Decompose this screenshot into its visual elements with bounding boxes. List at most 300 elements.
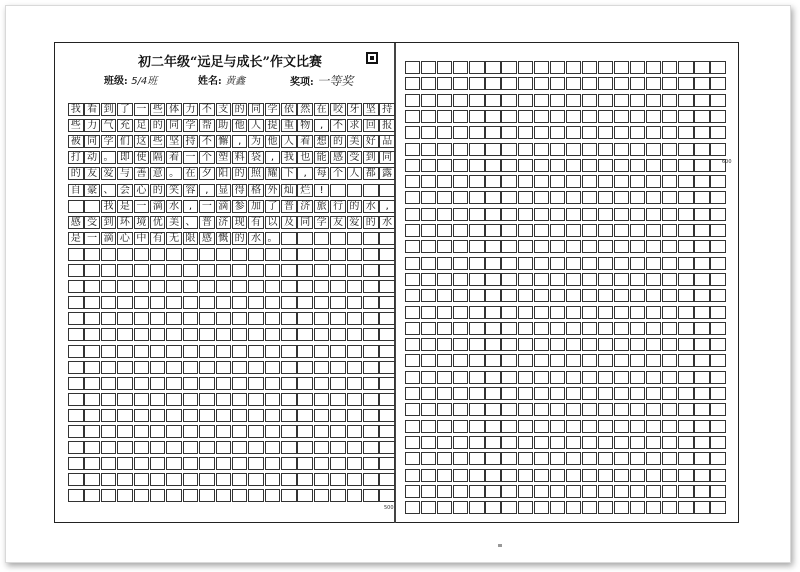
grid-cell <box>662 208 677 221</box>
grid-cell <box>297 473 313 486</box>
grid-cell: 帮 <box>199 119 215 132</box>
grid-cell <box>297 280 313 293</box>
grid-cell <box>501 452 516 465</box>
grid-cell <box>485 371 500 384</box>
grid-cell <box>694 436 709 449</box>
grid-cell <box>518 110 533 123</box>
grid-cell <box>216 425 232 438</box>
grid-cell <box>405 240 420 253</box>
grid-cell <box>646 110 661 123</box>
grid-cell <box>550 501 565 514</box>
grid-cell <box>534 159 549 172</box>
grid-cell <box>453 420 468 433</box>
grid-cell <box>614 77 629 90</box>
grid-cell <box>662 469 677 482</box>
grid-cell <box>421 403 436 416</box>
grid-row <box>405 191 727 204</box>
grid-cell <box>469 77 484 90</box>
grid-cell: 豪 <box>84 184 100 197</box>
grid-cell <box>710 306 725 319</box>
grid-cell <box>518 403 533 416</box>
grid-cell <box>662 94 677 107</box>
grid-row <box>68 184 396 197</box>
grid-cell <box>437 273 452 286</box>
grid-cell <box>150 489 166 502</box>
grid-cell <box>183 328 199 341</box>
grid-cell <box>421 469 436 482</box>
grid-cell <box>437 289 452 302</box>
grid-cell: 水 <box>363 200 379 213</box>
grid-cell <box>117 441 133 454</box>
grid-cell <box>421 126 436 139</box>
grid-cell: 都 <box>363 167 379 180</box>
grid-cell <box>265 393 281 406</box>
grid-cell <box>437 436 452 449</box>
grid-cell <box>405 354 420 367</box>
grid-cell <box>68 328 84 341</box>
grid-cell: 的 <box>232 232 248 245</box>
grid-cell: 无 <box>166 232 182 245</box>
grid-cell <box>518 387 533 400</box>
grid-cell <box>281 457 297 470</box>
grid-cell <box>347 457 363 470</box>
grid-cell <box>330 264 346 277</box>
grid-cell: 意 <box>150 167 166 180</box>
grid-cell <box>630 436 645 449</box>
grid-cell <box>379 280 395 293</box>
grid-cell: 的 <box>232 167 248 180</box>
grid-cell <box>248 425 264 438</box>
grid-cell <box>379 312 395 325</box>
grid-cell <box>550 322 565 335</box>
grid-cell <box>614 501 629 514</box>
grid-cell <box>453 240 468 253</box>
grid-cell <box>518 208 533 221</box>
grid-cell <box>646 61 661 74</box>
grid-cell: 感 <box>68 216 84 229</box>
grid-cell: 的 <box>347 200 363 213</box>
grid-cell <box>166 377 182 390</box>
grid-cell <box>646 338 661 351</box>
grid-cell: 支 <box>216 103 232 116</box>
grid-cell <box>678 420 693 433</box>
grid-row <box>68 361 396 374</box>
grid-cell <box>330 312 346 325</box>
grid-cell <box>469 94 484 107</box>
grid-cell <box>150 312 166 325</box>
grid-cell: 受 <box>347 151 363 164</box>
grid-row <box>68 377 396 390</box>
grid-cell <box>614 94 629 107</box>
grid-row <box>405 371 727 384</box>
grid-cell <box>379 345 395 358</box>
grid-cell: 滴 <box>101 232 117 245</box>
grid-cell <box>453 403 468 416</box>
grid-cell <box>662 485 677 498</box>
grid-cell: 物 <box>297 119 313 132</box>
qr-code-icon <box>366 52 378 64</box>
grid-cell <box>630 501 645 514</box>
grid-cell <box>501 322 516 335</box>
grid-cell <box>694 469 709 482</box>
grid-cell <box>347 232 363 245</box>
grid-cell <box>248 280 264 293</box>
grid-cell <box>485 159 500 172</box>
grid-cell: 是 <box>68 232 84 245</box>
grid-cell <box>710 420 725 433</box>
grid-cell <box>518 94 533 107</box>
grid-cell <box>710 208 725 221</box>
grid-cell <box>281 248 297 261</box>
grid-cell <box>469 501 484 514</box>
grid-cell <box>437 354 452 367</box>
grid-cell <box>469 403 484 416</box>
grid-cell <box>598 126 613 139</box>
grid-cell <box>68 200 84 213</box>
grid-cell <box>534 338 549 351</box>
grid-cell <box>646 420 661 433</box>
grid-cell <box>598 452 613 465</box>
grid-cell <box>646 289 661 302</box>
grid-cell <box>314 280 330 293</box>
page-title: 初二年级“远足与成长”作文比赛 <box>138 55 322 70</box>
grid-cell <box>501 224 516 237</box>
grid-cell <box>405 208 420 221</box>
grid-cell <box>501 126 516 139</box>
grid-cell <box>614 240 629 253</box>
grid-cell <box>630 354 645 367</box>
grid-cell <box>501 371 516 384</box>
grid-cell <box>265 248 281 261</box>
grid-cell <box>166 425 182 438</box>
grid-cell <box>485 322 500 335</box>
grid-cell <box>550 485 565 498</box>
grid-row <box>68 473 396 486</box>
grid-cell <box>630 371 645 384</box>
grid-cell <box>101 473 117 486</box>
grid-cell: 外 <box>265 184 281 197</box>
grid-cell <box>662 240 677 253</box>
grid-cell: 同 <box>297 216 313 229</box>
grid-cell <box>379 473 395 486</box>
grid-cell <box>117 248 133 261</box>
grid-row <box>68 393 396 406</box>
grid-cell <box>678 110 693 123</box>
grid-cell <box>297 393 313 406</box>
grid-cell <box>363 296 379 309</box>
grid-cell <box>232 489 248 502</box>
grid-cell <box>694 338 709 351</box>
grid-cell <box>68 361 84 374</box>
grid-cell <box>710 387 725 400</box>
grid-cell <box>534 191 549 204</box>
grid-cell <box>582 485 597 498</box>
grid-cell <box>582 501 597 514</box>
grid-cell: 耀 <box>265 167 281 180</box>
grid-cell <box>566 77 581 90</box>
grid-cell <box>469 224 484 237</box>
grid-cell <box>550 175 565 188</box>
grid-cell <box>662 354 677 367</box>
grid-cell <box>614 420 629 433</box>
grid-row <box>405 273 727 286</box>
grid-cell <box>662 403 677 416</box>
grid-cell <box>134 457 150 470</box>
grid-cell <box>501 387 516 400</box>
grid-cell <box>694 224 709 237</box>
grid-cell <box>84 409 100 422</box>
grid-cell <box>330 409 346 422</box>
grid-cell <box>518 289 533 302</box>
grid-row <box>405 322 727 335</box>
grid-cell <box>216 280 232 293</box>
grid-cell: 及 <box>281 216 297 229</box>
grid-cell <box>630 420 645 433</box>
grid-cell <box>501 159 516 172</box>
grid-cell <box>84 393 100 406</box>
grid-cell <box>314 328 330 341</box>
grid-cell <box>534 387 549 400</box>
grid-cell <box>678 143 693 156</box>
grid-cell <box>297 457 313 470</box>
grid-row <box>68 119 396 132</box>
grid-cell <box>453 77 468 90</box>
grid-cell <box>314 361 330 374</box>
grid-cell: 的 <box>232 103 248 116</box>
grid-cell <box>134 328 150 341</box>
grid-cell: 水 <box>166 200 182 213</box>
grid-cell <box>582 371 597 384</box>
grid-cell <box>216 457 232 470</box>
grid-cell <box>614 452 629 465</box>
grid-cell <box>101 248 117 261</box>
grid-cell <box>694 452 709 465</box>
grid-cell: 是 <box>117 200 133 213</box>
grid-cell <box>534 354 549 367</box>
grid-cell: 了 <box>117 103 133 116</box>
grid-cell <box>453 306 468 319</box>
grid-cell <box>550 387 565 400</box>
grid-cell <box>453 208 468 221</box>
grid-cell <box>405 289 420 302</box>
grid-cell <box>582 257 597 270</box>
grid-cell <box>453 322 468 335</box>
grid-cell: 我 <box>101 200 117 213</box>
grid-cell <box>101 425 117 438</box>
grid-cell: 力 <box>84 119 100 132</box>
grid-cell <box>534 322 549 335</box>
grid-cell <box>534 224 549 237</box>
grid-row <box>405 77 727 90</box>
grid-cell <box>566 94 581 107</box>
grid-cell <box>534 77 549 90</box>
grid-cell <box>248 248 264 261</box>
grid-cell <box>694 191 709 204</box>
grid-cell <box>582 469 597 482</box>
grid-cell <box>598 159 613 172</box>
grid-cell <box>582 452 597 465</box>
grid-cell <box>379 232 395 245</box>
grid-cell <box>216 328 232 341</box>
grid-cell <box>232 409 248 422</box>
grid-cell <box>330 345 346 358</box>
grid-cell <box>68 489 84 502</box>
grid-cell <box>421 224 436 237</box>
grid-cell <box>248 409 264 422</box>
grid-cell <box>216 248 232 261</box>
grid-cell <box>710 257 725 270</box>
grid-cell <box>281 409 297 422</box>
grid-cell <box>330 184 346 197</box>
grid-cell <box>134 377 150 390</box>
grid-cell <box>518 175 533 188</box>
grid-cell <box>710 175 725 188</box>
grid-cell: 有 <box>248 216 264 229</box>
grid-cell <box>710 354 725 367</box>
grid-cell <box>598 240 613 253</box>
grid-cell <box>183 425 199 438</box>
grid-cell <box>630 143 645 156</box>
grid-cell <box>347 361 363 374</box>
grid-cell <box>265 457 281 470</box>
class-label: 班级: <box>104 76 128 87</box>
grid-cell <box>614 110 629 123</box>
grid-cell <box>199 377 215 390</box>
grid-cell: 一 <box>84 232 100 245</box>
grid-cell <box>694 387 709 400</box>
grid-cell <box>469 273 484 286</box>
grid-cell <box>469 257 484 270</box>
grid-cell <box>566 289 581 302</box>
grid-cell: 同 <box>166 119 182 132</box>
grid-cell <box>437 143 452 156</box>
grid-row <box>68 457 396 470</box>
grid-cell <box>84 200 100 213</box>
grid-cell <box>199 328 215 341</box>
grid-cell <box>421 371 436 384</box>
grid-cell <box>68 393 84 406</box>
grid-cell: 美 <box>347 135 363 148</box>
grid-cell <box>534 501 549 514</box>
grid-cell: 照 <box>248 167 264 180</box>
grid-row <box>68 312 396 325</box>
grid-cell <box>134 296 150 309</box>
grid-cell: 牙 <box>347 103 363 116</box>
grid-cell <box>84 264 100 277</box>
grid-cell <box>281 345 297 358</box>
grid-cell <box>582 273 597 286</box>
grid-cell <box>405 485 420 498</box>
grid-cell <box>614 289 629 302</box>
grid-row <box>68 489 396 502</box>
grid-cell <box>330 473 346 486</box>
grid-cell <box>501 257 516 270</box>
grid-cell: 友 <box>330 216 346 229</box>
grid-cell <box>101 264 117 277</box>
grid-cell <box>421 110 436 123</box>
grid-cell: 滴 <box>150 200 166 213</box>
grid-cell: 这 <box>134 135 150 148</box>
grid-cell <box>598 273 613 286</box>
grid-cell: 人 <box>347 167 363 180</box>
grid-cell <box>485 240 500 253</box>
grid-cell <box>232 425 248 438</box>
grid-cell <box>183 473 199 486</box>
grid-cell <box>694 77 709 90</box>
grid-cell <box>363 473 379 486</box>
grid-cell <box>199 312 215 325</box>
grid-cell <box>101 280 117 293</box>
grid-cell <box>518 371 533 384</box>
grid-cell: 、 <box>101 184 117 197</box>
grid-row <box>405 110 727 123</box>
grid-cell: 人 <box>248 119 264 132</box>
grid-cell <box>150 345 166 358</box>
grid-cell: 学 <box>183 119 199 132</box>
grid-cell <box>598 257 613 270</box>
grid-row <box>68 103 396 116</box>
grid-cell <box>646 273 661 286</box>
grid-cell <box>166 264 182 277</box>
grid-cell <box>117 361 133 374</box>
grid-cell <box>501 436 516 449</box>
grid-cell <box>166 441 182 454</box>
grid-cell <box>678 306 693 319</box>
grid-cell <box>265 473 281 486</box>
grid-cell <box>314 393 330 406</box>
grid-cell <box>421 61 436 74</box>
grid-cell <box>363 312 379 325</box>
grid-cell <box>363 280 379 293</box>
grid-cell <box>117 425 133 438</box>
grid-cell <box>347 296 363 309</box>
grid-cell <box>405 387 420 400</box>
grid-cell <box>598 436 613 449</box>
grid-cell <box>216 441 232 454</box>
grid-cell <box>297 264 313 277</box>
grid-cell <box>694 110 709 123</box>
grid-cell <box>662 61 677 74</box>
grid-row <box>405 306 727 319</box>
grid-cell <box>566 387 581 400</box>
grid-cell <box>363 264 379 277</box>
grid-cell <box>232 312 248 325</box>
grid-cell <box>614 371 629 384</box>
grid-cell: 动 <box>84 151 100 164</box>
grid-cell: , <box>314 119 330 132</box>
grid-cell <box>437 126 452 139</box>
grid-cell <box>518 354 533 367</box>
grid-cell <box>501 354 516 367</box>
grid-cell <box>297 232 313 245</box>
grid-cell: 的 <box>68 167 84 180</box>
grid-cell <box>347 489 363 502</box>
grid-cell <box>710 469 725 482</box>
grid-cell <box>485 354 500 367</box>
grid-cell <box>166 345 182 358</box>
grid-cell: 些 <box>150 103 166 116</box>
grid-cell <box>199 409 215 422</box>
grid-cell <box>485 77 500 90</box>
grid-cell <box>550 208 565 221</box>
grid-cell: 学 <box>265 103 281 116</box>
grid-cell <box>134 280 150 293</box>
grid-cell <box>265 328 281 341</box>
grid-cell <box>469 338 484 351</box>
grid-cell <box>710 94 725 107</box>
grid-cell <box>534 208 549 221</box>
grid-cell <box>330 280 346 293</box>
